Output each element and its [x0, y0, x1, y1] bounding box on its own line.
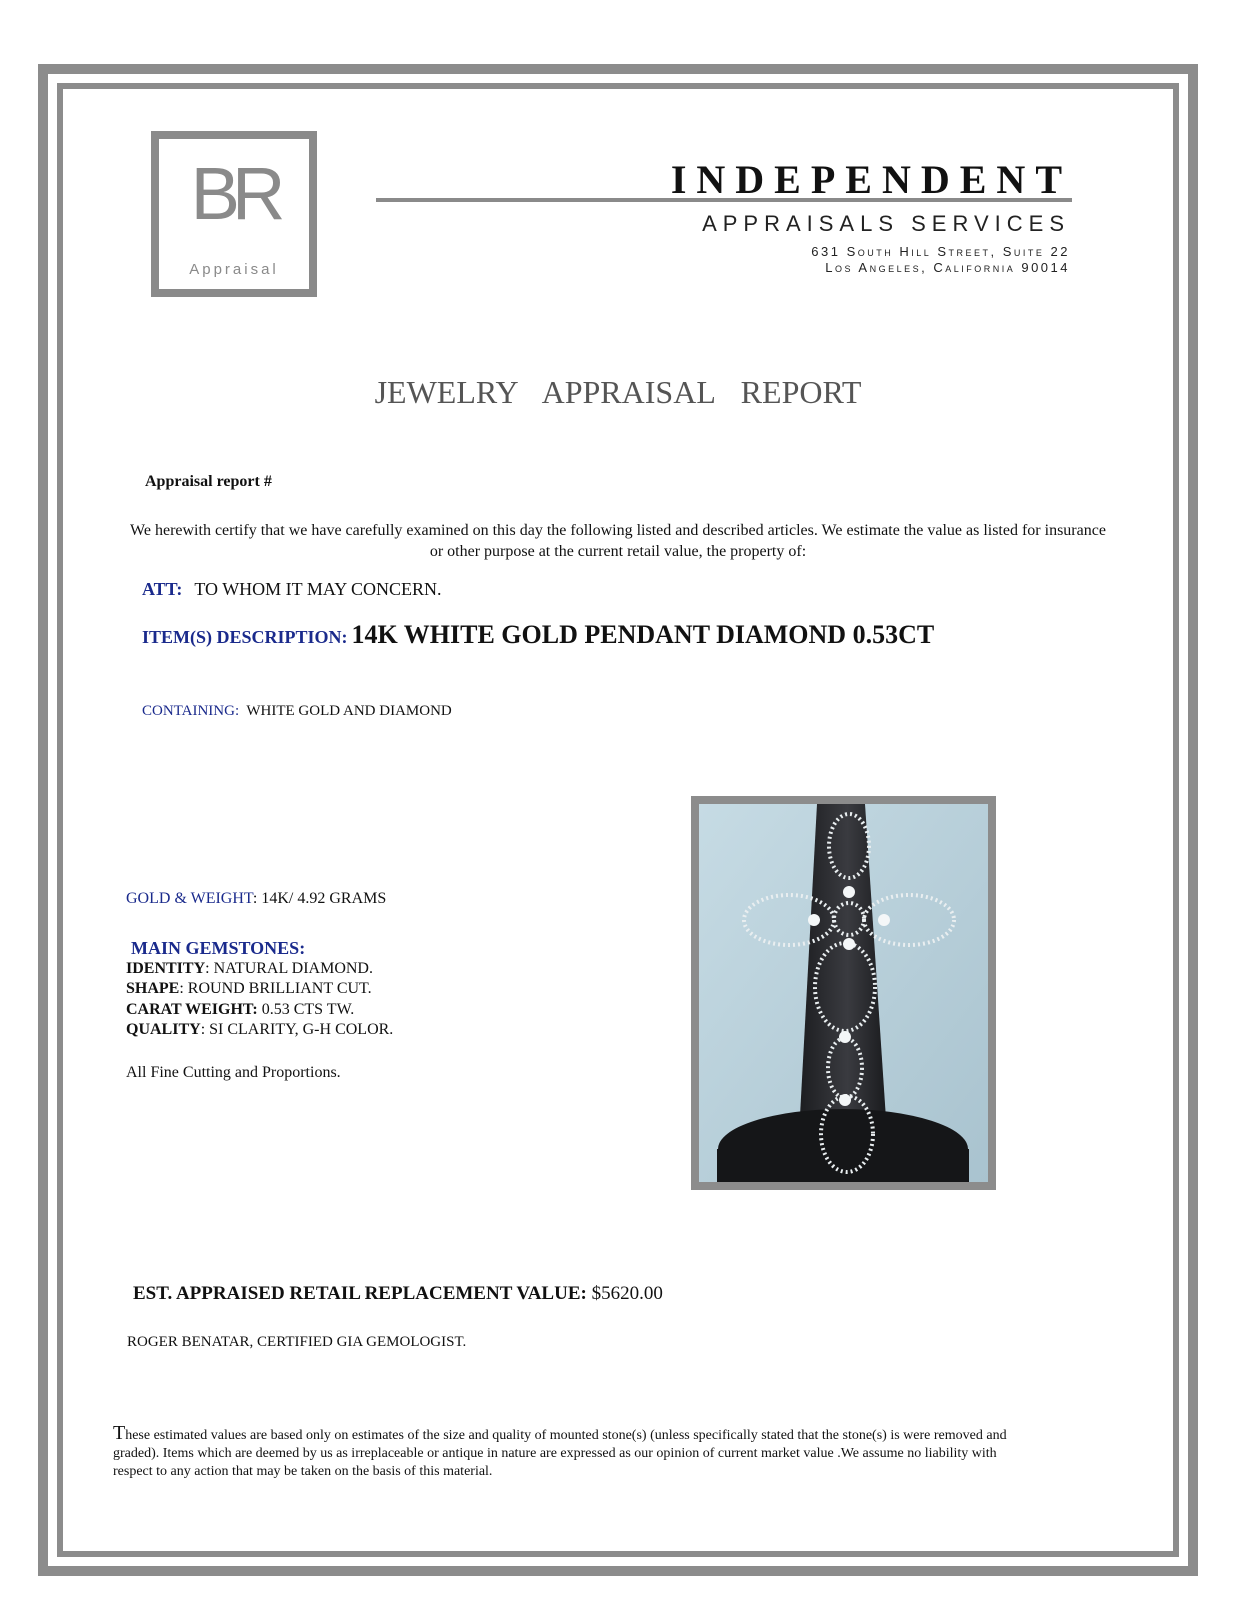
att-value: TO WHOM IT MAY CONCERN. — [194, 579, 442, 599]
pendant-image — [699, 804, 988, 1182]
carat-label: CARAT WEIGHT: — [126, 1000, 258, 1018]
fine-cutting-note: All Fine Cutting and Proportions. — [126, 1064, 341, 1081]
identity-value: : NATURAL DIAMOND. — [205, 959, 373, 977]
att-line — [142, 579, 442, 600]
identity-line — [126, 959, 393, 980]
containing-label: CONTAINING: — [142, 703, 240, 719]
address-line-1: 631 South Hill Street, Suite 22 — [811, 244, 1070, 259]
quality-value: : SI CLARITY, G-H COLOR. — [200, 1021, 394, 1038]
shape-value: : ROUND BRILLIANT CUT. — [179, 980, 372, 997]
gold-weight-label: GOLD & WEIGHT — [126, 890, 253, 907]
disclaimer-initial: T — [113, 1422, 126, 1444]
report-title: JEWELRY APPRAISAL REPORT — [374, 374, 862, 410]
items-description — [142, 620, 934, 650]
quality-line — [126, 1020, 393, 1041]
containing-value: WHITE GOLD AND DIAMOND — [246, 703, 452, 719]
gold-weight-line — [126, 890, 386, 908]
logo-word: Appraisal — [189, 261, 279, 278]
carat-value: 0.53 CTS TW. — [257, 1000, 355, 1018]
disclaimer-text: hese estimated values are based only on estimates of the size and quality of mounted stone(s) (unless specifically stated that the stone(s) is were removed and graded). Items which are deemed by us as irreplaceable or antique in nature are expressed as our opinion of current market value .We assume no liability with respect to any action that may be taken on the basis of this material. — [113, 1428, 1007, 1479]
value-amount: $5620.00 — [591, 1283, 663, 1304]
report-number-label: Appraisal report # — [145, 473, 272, 490]
quality-label: QUALITY — [126, 1021, 201, 1038]
gemstones-section — [126, 938, 393, 1041]
logo-monogram: BR — [190, 152, 278, 235]
items-value: 14K WHITE GOLD PENDANT DIAMOND 0.53CT — [351, 620, 935, 649]
certification-text: We herewith certify that we have carefully examined on this day the following listed and described articles. We estimate the value as listed for insurance or other purpose at the current retail value, the property of: — [130, 522, 1106, 560]
value-label: EST. APPRAISED RETAIL REPLACEMENT VALUE: — [133, 1283, 587, 1304]
gold-weight-value: : 14K/ 4.92 GRAMS — [252, 890, 387, 907]
gemstones-heading: MAIN GEMSTONES: — [131, 938, 306, 958]
att-label: ATT: — [142, 579, 183, 599]
appraisal-logo — [151, 131, 317, 297]
company-name: INDEPENDENT — [670, 157, 1072, 202]
address-line-2: Los Angeles, California 90014 — [825, 260, 1070, 275]
disclaimer — [113, 1424, 1013, 1481]
appraised-value — [133, 1283, 663, 1305]
shape-label: SHAPE — [126, 980, 180, 997]
shape-line — [126, 979, 393, 1000]
pendant-photo — [691, 796, 996, 1190]
identity-label: IDENTITY — [126, 959, 206, 977]
gemologist-signature-line: ROGER BENATAR, CERTIFIED GIA GEMOLOGIST. — [127, 1334, 467, 1350]
carat-line — [126, 1000, 393, 1021]
items-label: ITEM(S) DESCRIPTION: — [142, 627, 348, 647]
containing-line — [142, 703, 452, 720]
company-tagline: APPRAISALS SERVICES — [702, 211, 1070, 236]
